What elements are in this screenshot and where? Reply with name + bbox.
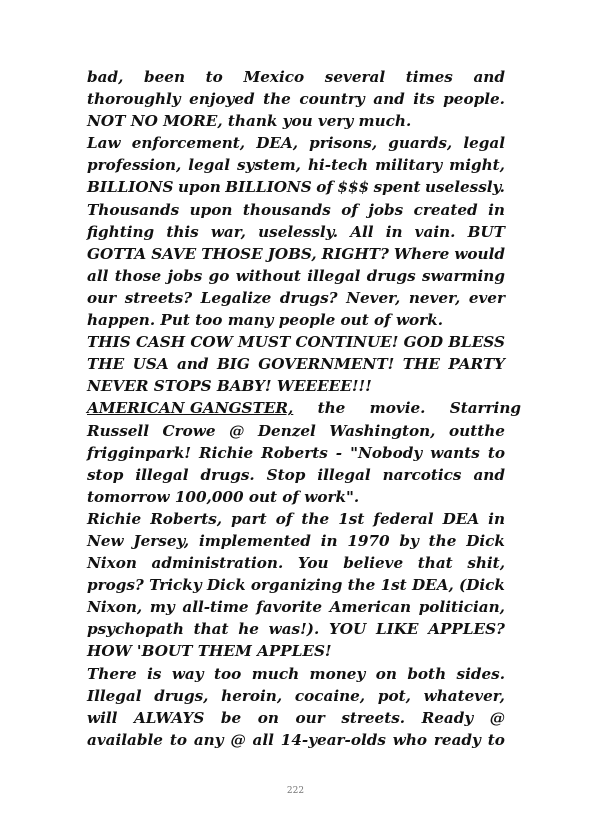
text-line: will ALWAYS be on our streets. Ready @ — [87, 708, 505, 727]
text-line: happen. Put too many people out of work. — [87, 311, 443, 330]
text-line: available to any @ all 14-year-olds who ready to — [87, 730, 505, 749]
text-line: HOW 'BOUT THEM APPLES! — [87, 642, 332, 661]
text-line: Russell Crowe @ Denzel Washington, outthe — [87, 421, 505, 440]
text-line: Richie Roberts, part of the 1st federal DEA in — [87, 509, 505, 528]
text-line: our streets? Legalize drugs? Never, never, ever — [87, 288, 505, 307]
text-line: GOTTA SAVE THOSE JOBS, RIGHT? Where would — [87, 244, 505, 263]
body-text — [87, 66, 521, 751]
text-line: tomorrow 100,000 out of work". — [87, 487, 360, 506]
text-line: NEVER STOPS BABY! WEEEEE!!! — [87, 377, 372, 396]
text-line: Thousands upon thousands of jobs created in — [87, 200, 505, 219]
text-line: thoroughly enjoyed the country and its people. — [87, 90, 505, 109]
text-line: all those jobs go without illegal drugs swarming — [87, 266, 505, 285]
text-line: frigginpark! Richie Roberts - "Nobody wants to — [87, 443, 505, 462]
page-number: 222 — [286, 786, 305, 796]
text-line: THIS CASH COW MUST CONTINUE! GOD BLESS — [87, 333, 505, 352]
text-line: There is way too much money on both sides. — [87, 664, 505, 683]
text-line: Illegal drugs, heroin, cocaine, pot, whatever, — [87, 686, 505, 705]
text-line: Law enforcement, DEA, prisons, guards, legal — [87, 134, 505, 153]
text-line: BILLIONS upon BILLIONS of $$$ spent uselessly. — [87, 178, 505, 197]
text-line: progs? Tricky Dick organizing the 1st DEA, (Dick — [87, 576, 505, 595]
text-line: bad, been to Mexico several times and — [87, 68, 505, 86]
text-line: THE USA and BIG GOVERNMENT! THE PARTY — [87, 355, 505, 374]
text-line: AMERICAN GANGSTER, the movie. Starring — [87, 399, 521, 418]
text-line: psychopath that he was!). YOU LIKE APPLES? — [87, 620, 505, 639]
text-line: fighting this war, uselessly. All in vain. BUT — [87, 222, 505, 241]
text-line: NOT NO MORE, thank you very much. — [87, 112, 412, 131]
text-line: profession, legal system, hi-tech military might, — [87, 156, 505, 175]
text-line: Nixon administration. You believe that shit, — [87, 554, 505, 573]
text-line: Nixon, my all-time favorite American politician, — [87, 598, 505, 617]
text-line: stop illegal drugs. Stop illegal narcotics and — [87, 465, 505, 484]
text-line: New Jersey, implemented in 1970 by the Dick — [87, 531, 505, 550]
